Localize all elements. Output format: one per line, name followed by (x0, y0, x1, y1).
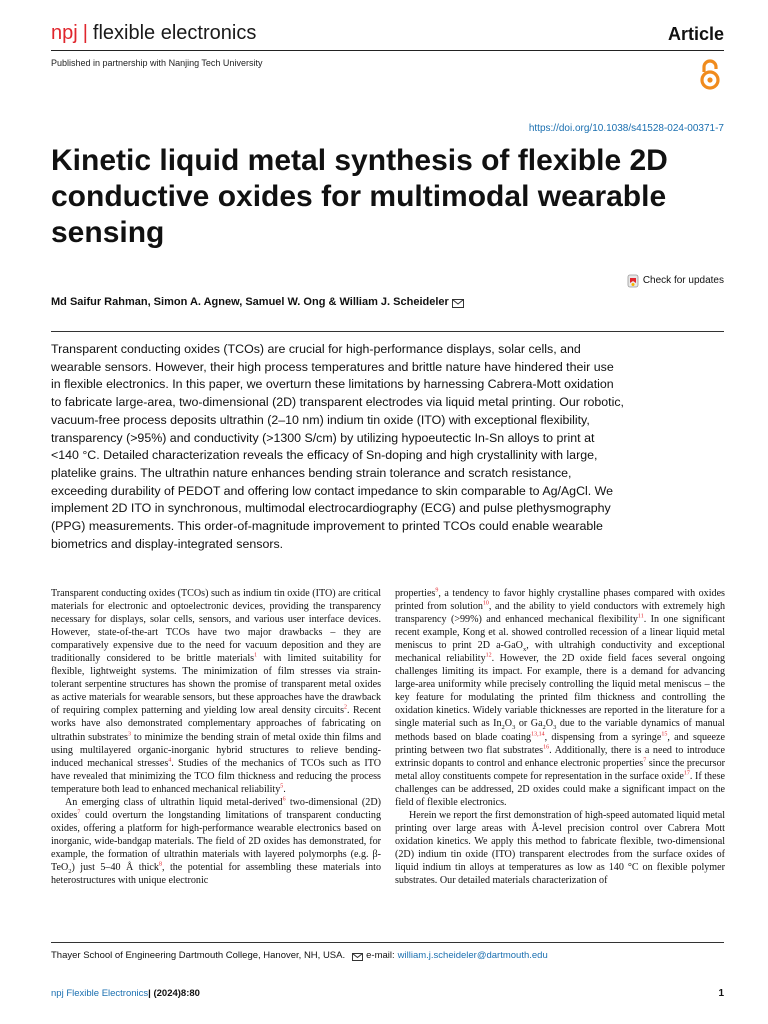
abstract-divider (51, 331, 724, 332)
citation-ref[interactable]: 11 (637, 613, 644, 620)
body-paragraph: Herein we report the first demonstration of high-speed automated liquid metal printing over large areas with Å-level precision control over Cabrera Mott oxidation kinetics. We apply this method to fabricate flexible, two-dimensional (2D) indium tin oxide (ITO) transparent electrodes from the surface oxides of liquid indium tin alloys at temperatures as low as 140 °C on flexible polymer substrates. Our detailed materials characterization of (395, 809, 725, 887)
citation-ref[interactable]: 1 (254, 652, 258, 659)
article-type: Article (667, 24, 724, 44)
footer-citation (51, 987, 200, 1000)
journal-title: flexible electronics (92, 22, 257, 44)
journal-prefix: npj (51, 22, 78, 44)
citation-ref[interactable]: 10 (482, 600, 489, 607)
body-column-right (395, 587, 725, 887)
citation-ref[interactable]: 15 (661, 731, 668, 738)
check-updates-icon (627, 274, 639, 288)
body-paragraph: properties$^9$, a tendency to favor highly crystalline phases compared with oxides printed from solution$^{10}$, and the ability to yield conductors with extremely high transparency (>99%) and enhanced mechanical flexibility$^{11}$. In one significant recent example, Kong et al. showed controlled recession of a linear liquid metal meniscus to print 2D a-GaO$_x$, with ultrahigh conductivity and exceptional mechanical reliability$^{12}$. However, the 2D oxide field faces several ongoing challenges limiting its impact. For example, there is a demand for advancing large-area uniformity while precisely controlling the liquid metal meniscus – the key feature for modulating the printed film thickness and controlling the oxidation kinetics. Widely variable thicknesses are reported in the literature for a single material such as $In_2O_3$ or $Ga_2O_3$ due to the variable dynamics of manual methods based on blade coating$^{13,14}$, dispensing from a syringe$^{15}$, and squeeze printing between two flat substrates$^{16}$. Additionally, there is a need to introduce extrinsic dopants to control and enhance electronic properties$^7$ since the precursor metal alloy constituents compete for representation in the surface oxide$^{17}$. If these challenges can be addressed, 2D oxides could make a significant impact on the field of flexible electronics. (395, 587, 726, 808)
body-column-left (51, 587, 381, 887)
footer-separator: | (148, 988, 151, 999)
open-access-icon (698, 57, 722, 91)
affiliation-divider (51, 942, 724, 943)
citation-ref[interactable]: 5 (280, 783, 284, 790)
citation-ref[interactable]: 13,14 (531, 731, 545, 738)
body-paragraph: An emerging class of ultrathin liquid metal-derived$^6$ two-dimensional (2D) oxides$^7$ could overturn the longstanding limitations of transparent conducting oxides, offering a platform for high-performance wearable electronics based on inorganic, wide-bandgap materials. The field of 2D oxides has demonstrated, for example, the formation of ultrathin materials with layered polymorphs (e.g. β-TeO$_2$) just 5–40 Å thick$^8$, the potential for assembling these materials into heterostructures with unique electronic (51, 796, 381, 887)
check-for-updates-button[interactable] (627, 274, 724, 288)
citation-ref[interactable]: 16 (543, 744, 550, 751)
citation-ref[interactable]: 7 (643, 757, 647, 764)
email-link[interactable]: william.j.scheideler@dartmouth.edu (397, 950, 548, 961)
page-number: 1 (718, 988, 724, 999)
body-paragraph: Transparent conducting oxides (TCOs) such as indium tin oxide (ITO) are critical materials for electronic and optoelectronic devices, providing the transparency necessary for displays, solar cells, sensors, and various user interface devices. However, state-of-the-art TCOs have two major drawbacks – they are comparatively expensive due to the need for vacuum deposition and they are traditionally considered to be brittle materials$^1$ with limited suitability for flexible, lightweight systems. The minimization of film stresses via strain-tolerant serpentine structures has shown the promise of transparent metal oxides as active materials for wearable sensors, but these approaches have the drawback of requiring complex patterning and yielding low areal density circuits$^2$. Recent works have also demonstrated complementary approaches of fabricating on ultrathin substrates$^3$ to minimize the bending strain of metal oxide thin films and using multilayered organic-inorganic hybrid structures to relieve bending-induced mechanical stresses$^4$. Studies of the mechanics of TCOs such as ITO have revealed that minimizing the TCO film thickness and reducing the process temperature both lead to enhanced mechanical reliability$^5$. (51, 588, 381, 795)
citation-ref[interactable]: 3 (127, 731, 131, 738)
citation-ref[interactable]: 8 (158, 861, 162, 868)
citation-ref[interactable]: 2 (344, 705, 348, 712)
citation-ref[interactable]: 6 (282, 796, 286, 803)
footer-journal-name[interactable]: npj Flexible Electronics (51, 988, 149, 999)
journal-name (51, 20, 256, 46)
partnership-note: Published in partnership with Nanjing Tech University (51, 58, 263, 68)
citation-ref[interactable]: 17 (683, 770, 690, 777)
citation-ref[interactable]: 4 (168, 757, 172, 764)
abstract: Transparent conducting oxides (TCOs) are crucial for high-performance displays, solar cells, and wearable sensors. However, their high process temperatures and brittle nature have hindered their use in flexible electronics. In this paper, we overturn these limitations by harnessing Cabrera-Mott oxidation to fabricate large-area, two-dimensional (2D) transparent electrodes via liquid metal printing. Our robotic, vacuum-free process deposits ultrathin (2–10 nm) indium tin oxide (ITO) with exceptional flexibility, transparency (>95%) and conductivity (>1300 S/cm) by utilizing hypoeutectic In-Sn alloys to print at <140 °C. Detailed characterization reveals the efficacy of Sn-doping and high crystallinity with large, platelike grains. The ultrathin nature enhances bending strain tolerance and scratch resistance, exceeding durability of PEDOT and offering low contact impedance to skin comparable to Ag/AgCl. We implement 2D ITO in synchronous, multimodal electrocardiography (ECG) and pulse plethysmography (PPG) measurements. This order-of-magnitude improvement to printed TCOs could enable wearable biometrics and display-integrated sensors. (51, 342, 624, 551)
header-divider (51, 50, 724, 51)
envelope-icon[interactable] (452, 298, 464, 307)
affiliation-text: Thayer School of Engineering Dartmouth College, Hanover, NH, USA. (51, 950, 346, 961)
citation-ref[interactable]: 9 (435, 587, 439, 594)
citation-ref[interactable]: 12 (485, 652, 492, 659)
journal-separator: | (82, 22, 88, 44)
affiliation (51, 949, 548, 962)
authors-text: Md Saifur Rahman, Simon A. Agnew, Samuel W. Ong & William J. Scheideler (51, 296, 449, 308)
doi-link[interactable]: https://doi.org/10.1038/s41528-024-00371-7 (528, 123, 724, 134)
author-list (51, 295, 464, 309)
footer-volume: (2024)8:80 (150, 988, 200, 999)
email-label: e-mail: (366, 950, 395, 961)
envelope-icon (352, 952, 363, 960)
check-updates-label: Check for updates (642, 275, 724, 286)
citation-ref[interactable]: 7 (77, 809, 81, 816)
article-title: Kinetic liquid metal synthesis of flexible 2D conductive oxides for multimodal wearable sensing (51, 144, 668, 249)
